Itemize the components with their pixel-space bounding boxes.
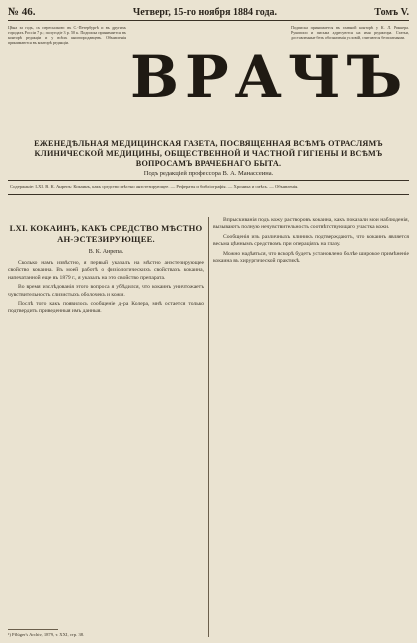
table-of-contents: Содержаніе: LXI. В. К. Анрепъ: Кокаинъ, какъ средство мѣстно анэстезирующее. — Рефераты и библіографія. — Хроника и смѣсь. — Объявленія.: [8, 181, 409, 195]
article-title: LXI. КОКАИНЪ, КАКЪ СРЕДСТВО МѢСТНО АН-ЭСТЕЗИРУЮЩЕЕ.: [9, 223, 203, 244]
footnote: ¹) Pflüger's Archiv, 1879, т. XXI, стр. 38.: [8, 632, 85, 637]
issue-number: № 46.: [8, 6, 36, 18]
left-column: [8, 217, 209, 637]
masthead: [8, 25, 409, 143]
volume-number: Томъ V.: [374, 7, 409, 18]
article-author: В. К. Анрепа.: [88, 249, 124, 255]
article-paragraph: Сообщенія изъ различныхъ клиникъ подтверждаютъ, что кокаинъ является весьма цѣннымъ средствомъ при операціяхъ на глазу.: [213, 233, 409, 248]
article-paragraph: Сколько намъ извѣстно, я первый указалъ на мѣстно анэстезирующее свойство кокаина. Въ моей работѣ о физіологическихъ свойствахъ кокаина, напечатанной еще въ 1879 г., я указалъ на это свойство препарата.: [8, 260, 204, 281]
subscription-info-right: Подписка принимается въ главной конторѣ у К. Л. Риккера. Рукописи и письма адресуются на имя редактора. Статьи, доставленные безъ обозначенія условій, считаются безплатными.: [291, 25, 409, 41]
article-paragraph: Во время изслѣдованія этого вопроса я убѣдился, что кокаинъ уничтожаетъ чувствительность слизистыхъ оболочекъ и кожи.: [8, 284, 204, 298]
masthead-topline: [8, 6, 409, 21]
newspaper-page: [8, 6, 409, 637]
right-column: [209, 217, 409, 637]
subscription-info-left: Цѣна за годъ, съ пересылкою: въ С.-Петербургѣ и въ другихъ городахъ Россіи 7 р.; полугодіе 3 р. 50 к. Подписка принимается въ конторѣ редакціи и у всѣхъ книгопродавцевъ. Объявленія принимаются въ конторѣ редакціи.: [8, 25, 126, 46]
article-paragraph: Можно надѣяться, что вскорѣ будетъ установлено болѣе широкое примѣненіе кокаина въ хирургической практикѣ.: [213, 250, 409, 265]
editor-line: Подъ редакціей профессора В. А. Манассеина.: [8, 170, 409, 181]
article-paragraph: Послѣ того какъ появилось сообщеніе д-ра Колера, мнѣ остается только подтвердить приведенныя имъ данныя.: [8, 301, 204, 315]
issue-date: Четверг, 15-го ноября 1884 года.: [132, 7, 278, 18]
newspaper-title: ВРАЧЪ: [130, 43, 409, 111]
newspaper-subtitle: ЕЖЕНЕДѢЛЬНАЯ МЕДИЦИНСКАЯ ГАЗЕТА, ПОСВЯЩЕННАЯ ВСѢМЪ ОТРАСЛЯМЪ КЛИНИЧЕСКОЙ МЕДИЦИНЫ, ОБЩЕСТВЕННОЙ И ЧАСТНОЙ ГИГІЕНЫ И ВСѢМЪ ВОПРОСАМЪ ВРАЧЕБНАГО БЫТА.: [34, 139, 383, 168]
footnote-divider: [8, 629, 58, 630]
footnote-block: [8, 626, 204, 637]
article-paragraph: Впрыскиванія подъ кожу растворовъ кокаина, какъ показали мои наблюденія, вызываютъ полную нечувствительность соотвѣтствующаго участка кожи.: [213, 217, 409, 231]
article-columns: [8, 217, 409, 637]
